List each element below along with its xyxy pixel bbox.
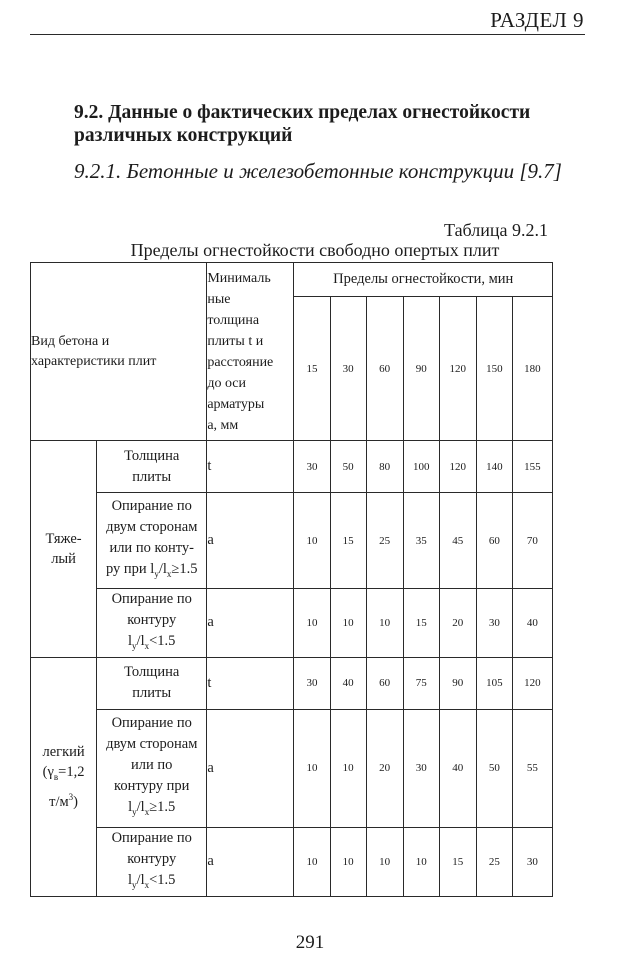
- characteristic-line: контуру: [127, 850, 177, 867]
- subsection-title: 9.2.1. Бетонные и железобетонные конструкции [9.7]: [74, 159, 562, 183]
- characteristic-cell: [97, 709, 207, 827]
- header-line: арматуры: [207, 396, 265, 412]
- header-line: Минималь: [207, 270, 271, 286]
- concrete-type-line: Тяже-: [45, 530, 82, 547]
- value-cell: 45: [439, 493, 476, 589]
- characteristic-line: или по: [131, 757, 173, 774]
- value-cell: 15: [403, 589, 439, 658]
- header-rule: [30, 34, 585, 35]
- value-cell: 10: [294, 493, 330, 589]
- concrete-type-line: ($\gamma_в=1,2$: [42, 763, 85, 782]
- value-cell: 20: [366, 709, 403, 827]
- value-cell: 80: [366, 441, 403, 493]
- value-cell: 40: [330, 657, 366, 709]
- value-cell: 90: [439, 657, 476, 709]
- parameter-cell: a: [207, 827, 294, 896]
- characteristic-line: Опирание по: [111, 498, 192, 515]
- characteristic-line: плиты: [132, 468, 172, 485]
- value-cell: 15: [439, 827, 476, 896]
- parameter-cell: a: [207, 709, 294, 827]
- characteristic-cell: [97, 827, 207, 896]
- header-line: толщина: [207, 312, 260, 328]
- characteristic-line: Опирание по: [111, 829, 192, 846]
- header-minutes-cell: 150: [476, 297, 512, 441]
- value-cell: 10: [366, 827, 403, 896]
- characteristic-line: или по конту-: [109, 540, 194, 557]
- characteristic-line: контуру: [127, 612, 177, 628]
- header-minutes-cell: 90: [403, 297, 439, 441]
- value-cell: 25: [476, 827, 512, 896]
- header-line: расстояние: [207, 354, 274, 370]
- value-cell: 155: [512, 441, 552, 493]
- concrete-type-line: лый: [51, 550, 76, 567]
- value-cell: 35: [403, 493, 439, 589]
- value-cell: 30: [403, 709, 439, 827]
- value-cell: 20: [439, 589, 476, 658]
- value-cell: 120: [439, 441, 476, 493]
- parameter-cell: a: [207, 493, 294, 589]
- value-cell: 120: [512, 657, 552, 709]
- characteristic-cell: [97, 657, 207, 709]
- parameter-cell: a: [207, 589, 294, 658]
- value-cell: 70: [512, 493, 552, 589]
- header-min-thickness: [207, 263, 294, 441]
- characteristic-line: ру при $l_y/l_x\ge 1.5$: [105, 561, 198, 579]
- header-line: Вид бетона и: [31, 333, 110, 349]
- table-row: [31, 589, 553, 658]
- characteristic-cell: [97, 493, 207, 589]
- header-minutes-cell: 180: [512, 297, 552, 441]
- table-number: Таблица 9.2.1: [444, 220, 548, 240]
- table-row: [31, 493, 553, 589]
- value-cell: 60: [366, 657, 403, 709]
- table-row: [31, 441, 553, 493]
- header-minutes-cell: 30: [330, 297, 366, 441]
- characteristic-line: Опирание по: [111, 715, 192, 732]
- characteristic-line: двум сторонам: [106, 736, 198, 753]
- value-cell: 50: [330, 441, 366, 493]
- header-minutes-cell: 15: [294, 297, 330, 441]
- concrete-type-cell: [31, 441, 97, 658]
- characteristic-cell: [97, 441, 207, 493]
- value-cell: 40: [439, 709, 476, 827]
- section-title: 9.2. Данные о фактических пределах огнестойкости различных конструкций: [74, 102, 531, 146]
- characteristic-line: Толщина: [124, 664, 180, 681]
- header-line: плиты t и: [207, 333, 264, 349]
- concrete-type-cell: [31, 657, 97, 896]
- page-number: 291: [295, 932, 325, 953]
- characteristic-line: плиты: [132, 685, 172, 702]
- value-cell: 40: [512, 589, 552, 658]
- header-fire-limits: Пределы огнестойкости, мин: [294, 263, 553, 297]
- characteristic-cell: [97, 589, 207, 658]
- header-line: характеристики плит: [31, 353, 157, 369]
- header-concrete-type: [31, 263, 207, 441]
- header-minutes-cell: 60: [366, 297, 403, 441]
- value-cell: 30: [294, 441, 330, 493]
- value-cell: 10: [403, 827, 439, 896]
- value-cell: 60: [476, 493, 512, 589]
- table-row: [31, 827, 553, 896]
- value-cell: 30: [476, 589, 512, 658]
- value-cell: 10: [330, 589, 366, 658]
- characteristic-line: Опирание по: [111, 591, 192, 607]
- characteristic-line: контуру при: [114, 778, 190, 795]
- value-cell: 25: [366, 493, 403, 589]
- value-cell: 55: [512, 709, 552, 827]
- header-line: а, мм: [207, 417, 239, 433]
- parameter-cell: t: [207, 441, 294, 493]
- value-cell: 10: [294, 589, 330, 658]
- concrete-type-line: $т/м^3$): [49, 791, 78, 810]
- characteristic-line: двум сторонам: [106, 519, 198, 536]
- value-cell: 140: [476, 441, 512, 493]
- fire-resistance-table: [30, 262, 553, 897]
- header-line: ные: [207, 291, 231, 307]
- value-cell: 100: [403, 441, 439, 493]
- table-row: [31, 709, 553, 827]
- value-cell: 10: [366, 589, 403, 658]
- characteristic-line: Толщина: [124, 447, 180, 464]
- running-head: РАЗДЕЛ 9: [490, 8, 584, 32]
- concrete-type-line: легкий: [42, 743, 85, 760]
- value-cell: 75: [403, 657, 439, 709]
- value-cell: 30: [294, 657, 330, 709]
- value-cell: 15: [330, 493, 366, 589]
- value-cell: 10: [330, 827, 366, 896]
- value-cell: 10: [330, 709, 366, 827]
- header-line: до оси: [207, 375, 247, 391]
- value-cell: 10: [294, 827, 330, 896]
- characteristic-line: $l_y/l_x\ge 1.5$: [128, 799, 176, 818]
- value-cell: 10: [294, 709, 330, 827]
- value-cell: 105: [476, 657, 512, 709]
- characteristic-line: $l_y/l_x<1.5$: [128, 871, 176, 890]
- table-row: [31, 657, 553, 709]
- value-cell: 30: [512, 827, 552, 896]
- parameter-cell: t: [207, 657, 294, 709]
- characteristic-line: $l_y/l_x<1.5$: [128, 633, 176, 651]
- table-caption: Пределы огнестойкости свободно опертых плит: [130, 240, 500, 260]
- header-minutes-cell: 120: [439, 297, 476, 441]
- value-cell: 50: [476, 709, 512, 827]
